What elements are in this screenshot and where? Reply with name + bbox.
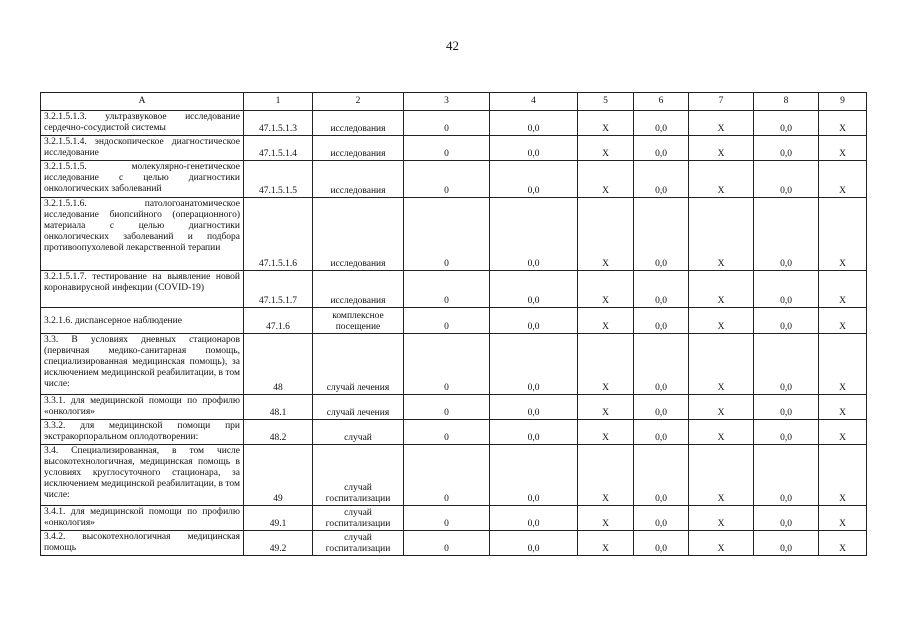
cell-col-8: 0,0 [754,308,819,334]
table-row [41,271,867,308]
row-name: 3.3.1. для медицинской помощи по профилю «онкология» [41,395,244,420]
row-code: 47.1.5.1.7 [244,271,313,308]
column-header: 3 [404,93,490,111]
row-code: 47.1.5.1.3 [244,111,313,136]
cell-col-4: 0,0 [490,136,578,161]
cell-col-7: Х [689,111,754,136]
cell-col-9: Х [819,445,867,506]
row-unit: исследования [313,111,404,136]
cell-col-3: 0 [404,420,490,445]
column-header: 8 [754,93,819,111]
cell-col-6: 0,0 [634,161,689,198]
cell-col-8: 0,0 [754,506,819,531]
cell-col-6: 0,0 [634,420,689,445]
cell-col-6: 0,0 [634,506,689,531]
cell-col-7: Х [689,161,754,198]
cell-col-9: Х [819,161,867,198]
cell-col-3: 0 [404,308,490,334]
row-name: 3.2.1.6. диспансерное наблюдение [41,308,244,334]
cell-col-9: Х [819,531,867,556]
cell-col-4: 0,0 [490,271,578,308]
row-unit: случай госпитализации [313,445,404,506]
cell-col-5: Х [578,111,634,136]
cell-col-8: 0,0 [754,395,819,420]
row-code: 49.1 [244,506,313,531]
cell-col-9: Х [819,420,867,445]
cell-col-7: Х [689,445,754,506]
column-header: 5 [578,93,634,111]
cell-col-5: Х [578,531,634,556]
table-row [41,136,867,161]
cell-col-7: Х [689,531,754,556]
cell-col-5: Х [578,395,634,420]
cell-col-5: Х [578,334,634,395]
row-name: 3.4.2. высокотехнологичная медицинская помощь [41,531,244,556]
table-row [41,308,867,334]
cell-col-7: Х [689,506,754,531]
row-name: 3.4. Специализированная, в том числе высокотехнологичная, медицинская помощь в условиях круглосуточного стационара, за исключением медицинской реабилитации, в том числе: [41,445,244,506]
cell-col-4: 0,0 [490,198,578,271]
row-unit: исследования [313,198,404,271]
row-unit: случай госпитализации [313,506,404,531]
cell-col-8: 0,0 [754,111,819,136]
cell-col-7: Х [689,395,754,420]
cell-col-4: 0,0 [490,395,578,420]
cell-col-9: Х [819,271,867,308]
cell-col-5: Х [578,136,634,161]
row-name: 3.2.1.5.1.5. молекулярно-генетическое исследование с целью диагностики онкологических заболеваний [41,161,244,198]
row-code: 49 [244,445,313,506]
cell-col-3: 0 [404,445,490,506]
table-row [41,111,867,136]
cell-col-8: 0,0 [754,334,819,395]
cell-col-9: Х [819,506,867,531]
cell-col-3: 0 [404,271,490,308]
cell-col-5: Х [578,308,634,334]
cell-col-3: 0 [404,161,490,198]
cell-col-7: Х [689,136,754,161]
cell-col-4: 0,0 [490,420,578,445]
row-code: 47.1.5.1.4 [244,136,313,161]
cell-col-7: Х [689,271,754,308]
row-unit: случай лечения [313,395,404,420]
row-name: 3.4.1. для медицинской помощи по профилю «онкология» [41,506,244,531]
cell-col-3: 0 [404,506,490,531]
row-code: 48.2 [244,420,313,445]
cell-col-7: Х [689,334,754,395]
cell-col-4: 0,0 [490,531,578,556]
table-row [41,334,867,395]
cell-col-4: 0,0 [490,445,578,506]
column-header: 4 [490,93,578,111]
cell-col-4: 0,0 [490,161,578,198]
column-header: 2 [313,93,404,111]
cell-col-4: 0,0 [490,308,578,334]
row-code: 49.2 [244,531,313,556]
cell-col-9: Х [819,136,867,161]
cell-col-3: 0 [404,111,490,136]
column-header: 1 [244,93,313,111]
table-row [41,198,867,271]
cell-col-6: 0,0 [634,395,689,420]
cell-col-6: 0,0 [634,271,689,308]
report-table [40,92,867,556]
cell-col-3: 0 [404,395,490,420]
row-code: 47.1.5.1.5 [244,161,313,198]
cell-col-6: 0,0 [634,198,689,271]
row-name: 3.2.1.5.1.7. тестирование на выявление новой коронавирусной инфекции (COVID-19) [41,271,244,308]
cell-col-9: Х [819,111,867,136]
column-header: А [41,93,244,111]
row-code: 47.1.5.1.6 [244,198,313,271]
cell-col-7: Х [689,308,754,334]
cell-col-8: 0,0 [754,136,819,161]
row-unit: комплексное посещение [313,308,404,334]
cell-col-3: 0 [404,198,490,271]
cell-col-6: 0,0 [634,308,689,334]
cell-col-6: 0,0 [634,531,689,556]
cell-col-5: Х [578,445,634,506]
row-unit: исследования [313,271,404,308]
cell-col-6: 0,0 [634,136,689,161]
table-row [41,531,867,556]
table-row [41,395,867,420]
page-number: 42 [446,38,459,53]
row-code: 47.1.6 [244,308,313,334]
cell-col-9: Х [819,334,867,395]
cell-col-7: Х [689,198,754,271]
cell-col-8: 0,0 [754,161,819,198]
row-name: 3.2.1.5.1.3. ультразвуковое исследование сердечно-сосудистой системы [41,111,244,136]
cell-col-3: 0 [404,531,490,556]
cell-col-7: Х [689,420,754,445]
cell-col-4: 0,0 [490,334,578,395]
column-header: 6 [634,93,689,111]
row-unit: исследования [313,161,404,198]
cell-col-6: 0,0 [634,334,689,395]
column-header: 9 [819,93,867,111]
row-unit: случай госпитализации [313,531,404,556]
cell-col-3: 0 [404,136,490,161]
cell-col-3: 0 [404,334,490,395]
cell-col-5: Х [578,198,634,271]
cell-col-5: Х [578,161,634,198]
cell-col-8: 0,0 [754,198,819,271]
row-name: 3.3.2. для медицинской помощи при экстракорпоральном оплодотворении: [41,420,244,445]
table-row [41,506,867,531]
row-name: 3.3. В условиях дневных стационаров (первичная медико-санитарная помощь, специализированная медицинская помощь), за исключением медицинской реабилитации, в том числе: [41,334,244,395]
cell-col-8: 0,0 [754,531,819,556]
table-row [41,420,867,445]
table-header-row [41,93,867,111]
cell-col-8: 0,0 [754,445,819,506]
cell-col-9: Х [819,198,867,271]
cell-col-8: 0,0 [754,420,819,445]
table-row [41,161,867,198]
cell-col-9: Х [819,308,867,334]
row-name: 3.2.1.5.1.6. патологоанатомическое исследование биопсийного (операционного) материала с целью диагностики онкологических заболеваний и подбора противоопухолевой лекарственной терапии [41,198,244,271]
row-name: 3.2.1.5.1.4. эндоскопическое диагностическое исследование [41,136,244,161]
cell-col-5: Х [578,420,634,445]
cell-col-9: Х [819,395,867,420]
cell-col-4: 0,0 [490,111,578,136]
cell-col-6: 0,0 [634,111,689,136]
cell-col-6: 0,0 [634,445,689,506]
row-unit: случай лечения [313,334,404,395]
cell-col-5: Х [578,506,634,531]
cell-col-4: 0,0 [490,506,578,531]
row-unit: случай [313,420,404,445]
table-row [41,445,867,506]
cell-col-8: 0,0 [754,271,819,308]
row-unit: исследования [313,136,404,161]
cell-col-5: Х [578,271,634,308]
row-code: 48 [244,334,313,395]
column-header: 7 [689,93,754,111]
row-code: 48.1 [244,395,313,420]
